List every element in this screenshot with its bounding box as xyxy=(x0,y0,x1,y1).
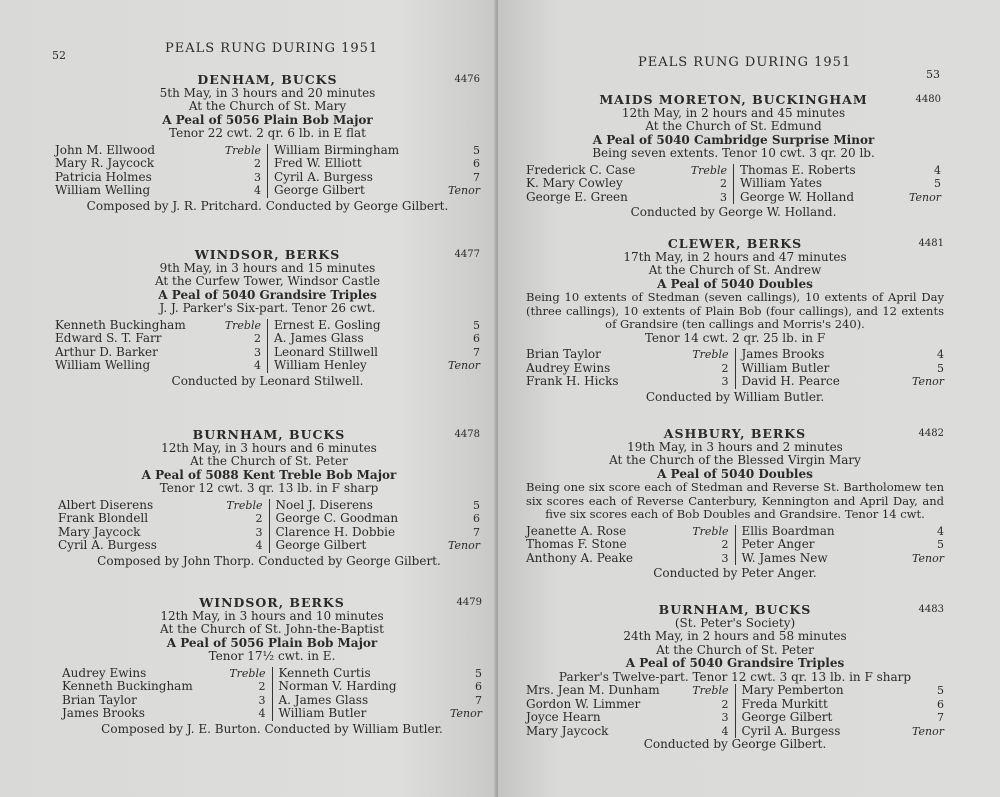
ringers-table xyxy=(55,144,480,198)
entry-title: BURNHAM, BUCKS xyxy=(658,602,812,617)
bell-number: 2 xyxy=(720,177,727,190)
bell-number: 5 xyxy=(937,684,944,697)
ringer-row xyxy=(276,499,481,513)
date-line: 12th May, in 3 hours and 10 minutes xyxy=(160,608,384,623)
ringer-row xyxy=(742,684,945,698)
ringer-name: Albert Diserens xyxy=(58,497,154,512)
ringer-row xyxy=(526,552,729,566)
ringer-row xyxy=(740,177,941,191)
bell-number: 3 xyxy=(254,345,261,359)
peal-entry xyxy=(58,428,480,568)
ringer-row xyxy=(742,711,945,725)
ringers-table xyxy=(526,164,941,205)
bell-number: 3 xyxy=(721,711,729,724)
bell-number: Treble xyxy=(224,318,261,332)
entry-footer: Composed by J. E. Burton. Conducted by William Butler. xyxy=(101,721,443,736)
peal-method: A Peal of 5040 Doubles xyxy=(657,276,813,291)
ringers-table xyxy=(62,667,482,721)
ringer-name: Joyce Hearn xyxy=(526,710,601,724)
bell-number: 2 xyxy=(255,512,263,525)
bell-number: 5 xyxy=(937,361,944,375)
date-line: 24th May, in 2 hours and 58 minutes xyxy=(623,629,847,643)
peal-entry xyxy=(62,596,482,736)
ringer-row xyxy=(526,164,727,178)
bell-number: Treble xyxy=(692,524,729,538)
bell-number: Treble xyxy=(692,348,729,361)
ringer-name: Kenneth Curtis xyxy=(278,665,371,680)
ringers-table xyxy=(58,499,480,553)
peal-entry xyxy=(526,237,944,404)
society-line: (St. Peter's Society) xyxy=(674,615,796,630)
bell-number: 3 xyxy=(721,551,729,565)
entry-title: BURNHAM, BUCKS xyxy=(192,427,346,442)
ringer-name: Gordon W. Limmer xyxy=(526,696,641,711)
entry-footer: Composed by J. R. Pritchard. Conducted by George Gilbert. xyxy=(86,198,449,213)
peal-entry xyxy=(55,73,480,213)
ringer-row xyxy=(526,177,727,191)
tenor-line: J. J. Parker's Six-part. Tenor 26 cwt. xyxy=(159,301,376,315)
ringer-row xyxy=(742,725,945,739)
peal-number: 4479 xyxy=(456,597,482,608)
ringer-name: Freda Murkitt xyxy=(741,696,828,711)
ringer-name: A. James Glass xyxy=(278,692,369,707)
bell-number: Tenor xyxy=(909,190,941,204)
left-page xyxy=(0,0,498,797)
bell-number: 6 xyxy=(473,332,480,345)
bell-number: 7 xyxy=(937,711,944,724)
bell-number: Treble xyxy=(690,163,727,177)
ringer-row xyxy=(276,512,481,526)
peal-number: 4481 xyxy=(918,238,944,249)
peal-description: Being one six score each of Stedman and Reverse St. Bartholomew ten six scores each of Reverse Canterbury, Kennington and April Day, and five six scores each of Bob Doubles and Grandsire. Tenor 14 cwt. xyxy=(526,480,944,521)
ringer-row xyxy=(55,184,261,198)
ringer-row xyxy=(62,680,266,694)
bell-number: Tenor xyxy=(448,359,480,372)
ringer-row xyxy=(742,362,945,376)
ringer-row xyxy=(274,144,480,158)
bell-number: Tenor xyxy=(448,539,480,552)
ringer-row xyxy=(742,525,945,539)
entry-footer: Conducted by Leonard Stilwell. xyxy=(171,373,364,388)
ringer-row xyxy=(55,171,261,185)
bell-number: 4 xyxy=(937,524,944,538)
ringer-name: William Welling xyxy=(55,183,151,197)
ringer-row xyxy=(55,359,261,373)
location-line: At the Church of St. John-the-Baptist xyxy=(160,622,384,636)
ringers-table xyxy=(55,319,480,373)
ringer-name: Jeanette A. Rose xyxy=(526,523,627,538)
ringer-row xyxy=(55,319,261,333)
tenor-line: Parker's Twelve-part. Tenor 12 cwt. 3 qr. 13 lb. in F sharp xyxy=(558,669,912,684)
ringer-row xyxy=(279,680,483,694)
date-line: 19th May, in 3 hours and 2 minutes xyxy=(627,439,843,454)
bell-number: Tenor xyxy=(912,551,944,565)
bell-number: 5 xyxy=(473,143,480,157)
bell-number: 3 xyxy=(258,693,266,707)
peal-number: 4478 xyxy=(454,429,480,440)
ringer-name: Arthur D. Barker xyxy=(55,344,158,359)
bell-number: 7 xyxy=(473,170,480,184)
ringer-name: Mrs. Jean M. Dunham xyxy=(526,683,660,697)
ringer-name: A. James Glass xyxy=(274,331,364,345)
peal-entry xyxy=(526,427,944,581)
bell-number: Tenor xyxy=(912,375,944,388)
bell-number: 4 xyxy=(254,359,261,372)
date-line: 9th May, in 3 hours and 15 minutes xyxy=(159,260,376,275)
bell-number: 2 xyxy=(258,680,266,693)
location-line: At the Curfew Tower, Windsor Castle xyxy=(154,274,381,288)
ringer-row xyxy=(274,359,480,373)
tenor-line: Tenor 22 cwt. 2 qr. 6 lb. in E flat xyxy=(169,126,366,140)
ringer-name: Ernest E. Gosling xyxy=(274,317,381,332)
ringer-name: George C. Goodman xyxy=(275,511,399,525)
bell-number: 5 xyxy=(937,538,944,551)
ringer-row xyxy=(55,346,261,360)
bell-number: 7 xyxy=(475,693,482,707)
ringer-name: W. James New xyxy=(741,550,828,565)
ringer-row xyxy=(62,707,266,721)
ringer-row xyxy=(742,375,945,389)
entry-title: ASHBURY, BERKS xyxy=(663,426,807,441)
bell-number: Treble xyxy=(229,666,266,680)
ringer-row xyxy=(742,348,945,362)
ringer-row xyxy=(274,346,480,360)
entry-footer: Composed by John Thorp. Conducted by George Gilbert. xyxy=(97,553,441,568)
ringer-row xyxy=(55,157,261,171)
ringer-name: Edward S. T. Farr xyxy=(55,331,162,345)
ringer-name: Cyril A. Burgess xyxy=(741,723,841,738)
ringer-name: William Welling xyxy=(55,358,151,372)
date-line: 12th May, in 2 hours and 45 minutes xyxy=(621,105,846,120)
peal-entry xyxy=(526,93,941,220)
ringer-row xyxy=(742,698,945,712)
peal-method: A Peal of 5088 Kent Treble Bob Major xyxy=(141,467,397,482)
location-line: At the Church of St. Peter xyxy=(190,454,348,468)
ringer-name: Kenneth Buckingham xyxy=(55,317,186,332)
peal-method: A Peal of 5040 Grandsire Triples xyxy=(158,287,377,302)
ringer-row xyxy=(58,512,263,526)
entry-footer: Conducted by George W. Holland. xyxy=(630,205,837,219)
ringer-name: Brian Taylor xyxy=(526,347,601,361)
bell-number: 3 xyxy=(721,375,729,388)
ringer-row xyxy=(526,191,727,205)
entry-footer: Conducted by Peter Anger. xyxy=(653,566,817,580)
bell-number: 2 xyxy=(721,538,729,551)
peal-number: 4483 xyxy=(918,604,944,615)
ringer-name: David H. Pearce xyxy=(741,374,840,388)
peal-method: A Peal of 5040 Grandsire Triples xyxy=(625,656,845,670)
ringer-row xyxy=(526,538,729,552)
entry-title: CLEWER, BERKS xyxy=(667,236,803,251)
ringer-row xyxy=(526,362,729,376)
bell-number: Tenor xyxy=(448,184,480,197)
bell-number: Tenor xyxy=(450,707,482,720)
entry-title: WINDSOR, BERKS xyxy=(194,247,341,262)
ringer-row xyxy=(55,144,261,158)
bell-number: Treble xyxy=(692,684,729,697)
tenor-line: Tenor 12 cwt. 3 qr. 13 lb. in F sharp xyxy=(159,481,379,495)
entry-footer: Conducted by George Gilbert. xyxy=(643,737,827,751)
ringer-row xyxy=(58,526,263,540)
location-line: At the Church of the Blessed Virgin Mary xyxy=(609,453,861,467)
ringer-name: Frederick C. Case xyxy=(526,162,636,177)
date-line: 17th May, in 2 hours and 47 minutes xyxy=(623,249,847,264)
peal-description: Being 10 extents of Stedman (seven callings), 10 extents of April Day (three callings), 10 extents of Plain Bob (four callings), and 12 extents of Grandsire (ten callings and Morris's 240). xyxy=(526,290,944,331)
bell-number: 7 xyxy=(473,525,480,539)
ringer-row xyxy=(740,191,941,205)
bell-number: 5 xyxy=(934,177,941,190)
right-page xyxy=(498,0,1000,797)
ringers-table xyxy=(526,348,944,389)
ringer-name: Mary Pemberton xyxy=(741,683,844,697)
bell-number: 3 xyxy=(254,170,261,184)
peal-method: A Peal of 5040 Doubles xyxy=(657,466,813,481)
tenor-line: Tenor 17½ cwt. in E. xyxy=(208,649,336,663)
bell-number: 4 xyxy=(254,184,261,197)
ringer-row xyxy=(740,164,941,178)
ringer-name: James Brooks xyxy=(62,706,145,720)
entry-title: WINDSOR, BERKS xyxy=(199,595,345,610)
peal-number: 4482 xyxy=(918,428,944,439)
ringer-row xyxy=(279,667,483,681)
ringer-name: Frank H. Hicks xyxy=(526,374,619,388)
location-line: At the Church of St. Mary xyxy=(188,99,347,113)
bell-number: 4 xyxy=(937,348,944,361)
bell-number: 2 xyxy=(254,332,261,345)
ringer-name: George E. Green xyxy=(526,189,628,204)
ringer-row xyxy=(58,499,263,513)
ringer-row xyxy=(742,552,945,566)
date-line: 12th May, in 3 hours and 6 minutes xyxy=(161,440,377,455)
ringer-name: William Butler xyxy=(278,706,367,720)
ringer-name: Mary R. Jaycock xyxy=(55,156,155,170)
ringer-name: Audrey Ewins xyxy=(62,665,147,680)
ringer-name: Cyril A. Burgess xyxy=(274,169,373,184)
ringer-row xyxy=(526,348,729,362)
page-number: 52 xyxy=(52,49,66,62)
ringer-name: Audrey Ewins xyxy=(526,360,611,375)
ringer-row xyxy=(274,171,480,185)
peal-number: 4477 xyxy=(454,249,480,260)
ringer-name: George Gilbert xyxy=(741,710,833,724)
bell-number: 7 xyxy=(473,345,480,359)
ringer-row xyxy=(526,698,729,712)
ringer-row xyxy=(274,332,480,346)
ringer-name: William Yates xyxy=(740,176,823,190)
ringer-name: George Gilbert xyxy=(274,183,365,197)
ringer-row xyxy=(55,332,261,346)
bell-number: 2 xyxy=(721,697,729,711)
bell-number: 5 xyxy=(473,498,480,512)
bell-number: 3 xyxy=(255,525,263,539)
date-line: 5th May, in 3 hours and 20 minutes xyxy=(159,85,376,100)
ringer-name: John M. Ellwood xyxy=(55,142,156,157)
bell-number: 4 xyxy=(255,539,263,552)
ringer-row xyxy=(526,684,729,698)
ringer-name: Clarence H. Dobbie xyxy=(275,524,396,539)
ringers-table xyxy=(526,684,944,738)
bell-number: 3 xyxy=(720,190,727,204)
ringer-name: Patricia Holmes xyxy=(55,169,152,184)
ringer-name: Kenneth Buckingham xyxy=(62,679,193,693)
ringer-name: Frank Blondell xyxy=(58,511,149,525)
bell-number: 6 xyxy=(473,512,480,525)
peal-method: A Peal of 5056 Plain Bob Major xyxy=(166,635,378,650)
ringer-name: Thomas E. Roberts xyxy=(740,162,856,177)
ringer-name: K. Mary Cowley xyxy=(526,176,623,190)
ringer-name: Peter Anger xyxy=(741,537,815,551)
bell-number: Tenor xyxy=(912,724,944,738)
peal-entry xyxy=(55,248,480,388)
bell-number: Treble xyxy=(224,143,261,157)
ringer-name: Mary Jaycock xyxy=(526,723,609,738)
ringer-row xyxy=(526,525,729,539)
peal-method: A Peal of 5056 Plain Bob Major xyxy=(162,112,373,127)
ringer-row xyxy=(526,711,729,725)
ringer-name: Leonard Stillwell xyxy=(274,344,379,359)
bell-number: 6 xyxy=(473,157,480,170)
location-line: At the Church of St. Andrew xyxy=(648,263,822,277)
ringer-row xyxy=(62,694,266,708)
ringer-row xyxy=(526,375,729,389)
peal-entry xyxy=(526,603,944,752)
ringer-row xyxy=(742,538,945,552)
entry-title: DENHAM, BUCKS xyxy=(197,72,338,87)
ringer-row xyxy=(276,539,481,553)
peal-number: 4480 xyxy=(915,94,941,105)
bell-number: 6 xyxy=(475,680,482,693)
page-number: 53 xyxy=(926,68,940,81)
bell-number: Treble xyxy=(226,498,263,512)
ringer-name: James Brooks xyxy=(741,347,825,361)
ringer-row xyxy=(276,526,481,540)
bell-number: 5 xyxy=(475,666,482,680)
bell-number: 2 xyxy=(254,157,261,170)
location-line: At the Church of St. Edmund xyxy=(645,119,822,133)
tenor-line: Tenor 14 cwt. 2 qr. 25 lb. in F xyxy=(644,330,826,345)
ringer-name: Brian Taylor xyxy=(62,692,137,707)
entry-footer: Conducted by William Butler. xyxy=(645,389,825,404)
bell-number: 5 xyxy=(473,318,480,332)
ringer-row xyxy=(274,319,480,333)
ringer-name: Noel J. Diserens xyxy=(275,497,373,512)
peal-method: A Peal of 5040 Cambridge Surprise Minor xyxy=(592,132,875,147)
ringer-name: George Gilbert xyxy=(275,538,367,552)
ringer-row xyxy=(274,157,480,171)
location-line: At the Church of St. Peter xyxy=(656,642,814,657)
tenor-line: Being seven extents. Tenor 10 cwt. 3 qr. 20 lb. xyxy=(592,146,875,160)
bell-number: 2 xyxy=(721,361,729,375)
ringer-name: Thomas F. Stone xyxy=(526,537,627,551)
ringer-row xyxy=(526,725,729,739)
peal-number: 4476 xyxy=(454,74,480,85)
ringer-row xyxy=(274,184,480,198)
ringer-name: William Butler xyxy=(741,360,830,375)
ringer-name: Norman V. Harding xyxy=(278,679,397,693)
bell-number: 4 xyxy=(934,163,941,177)
ringer-row xyxy=(279,707,483,721)
ringer-name: William Birmingham xyxy=(274,142,400,157)
ringer-name: Anthony A. Peake xyxy=(526,550,633,565)
ringer-row xyxy=(62,667,266,681)
ringer-name: George W. Holland xyxy=(740,189,855,204)
ringer-name: Fred W. Elliott xyxy=(274,156,362,170)
ringer-name: William Henley xyxy=(274,358,367,372)
ringer-row xyxy=(279,694,483,708)
ringers-table xyxy=(526,525,944,566)
page-header: PEALS RUNG DURING 1951 xyxy=(638,55,852,70)
entry-title: MAIDS MORETON, BUCKINGHAM xyxy=(599,92,868,107)
ringer-name: Ellis Boardman xyxy=(741,523,835,538)
bell-number: 4 xyxy=(258,707,266,720)
bell-number: 6 xyxy=(937,697,944,711)
ringer-name: Cyril A. Burgess xyxy=(58,538,157,552)
bell-number: 4 xyxy=(721,724,729,738)
ringer-row xyxy=(58,539,263,553)
ringer-name: Mary Jaycock xyxy=(58,524,141,539)
page-header: PEALS RUNG DURING 1951 xyxy=(165,41,379,56)
